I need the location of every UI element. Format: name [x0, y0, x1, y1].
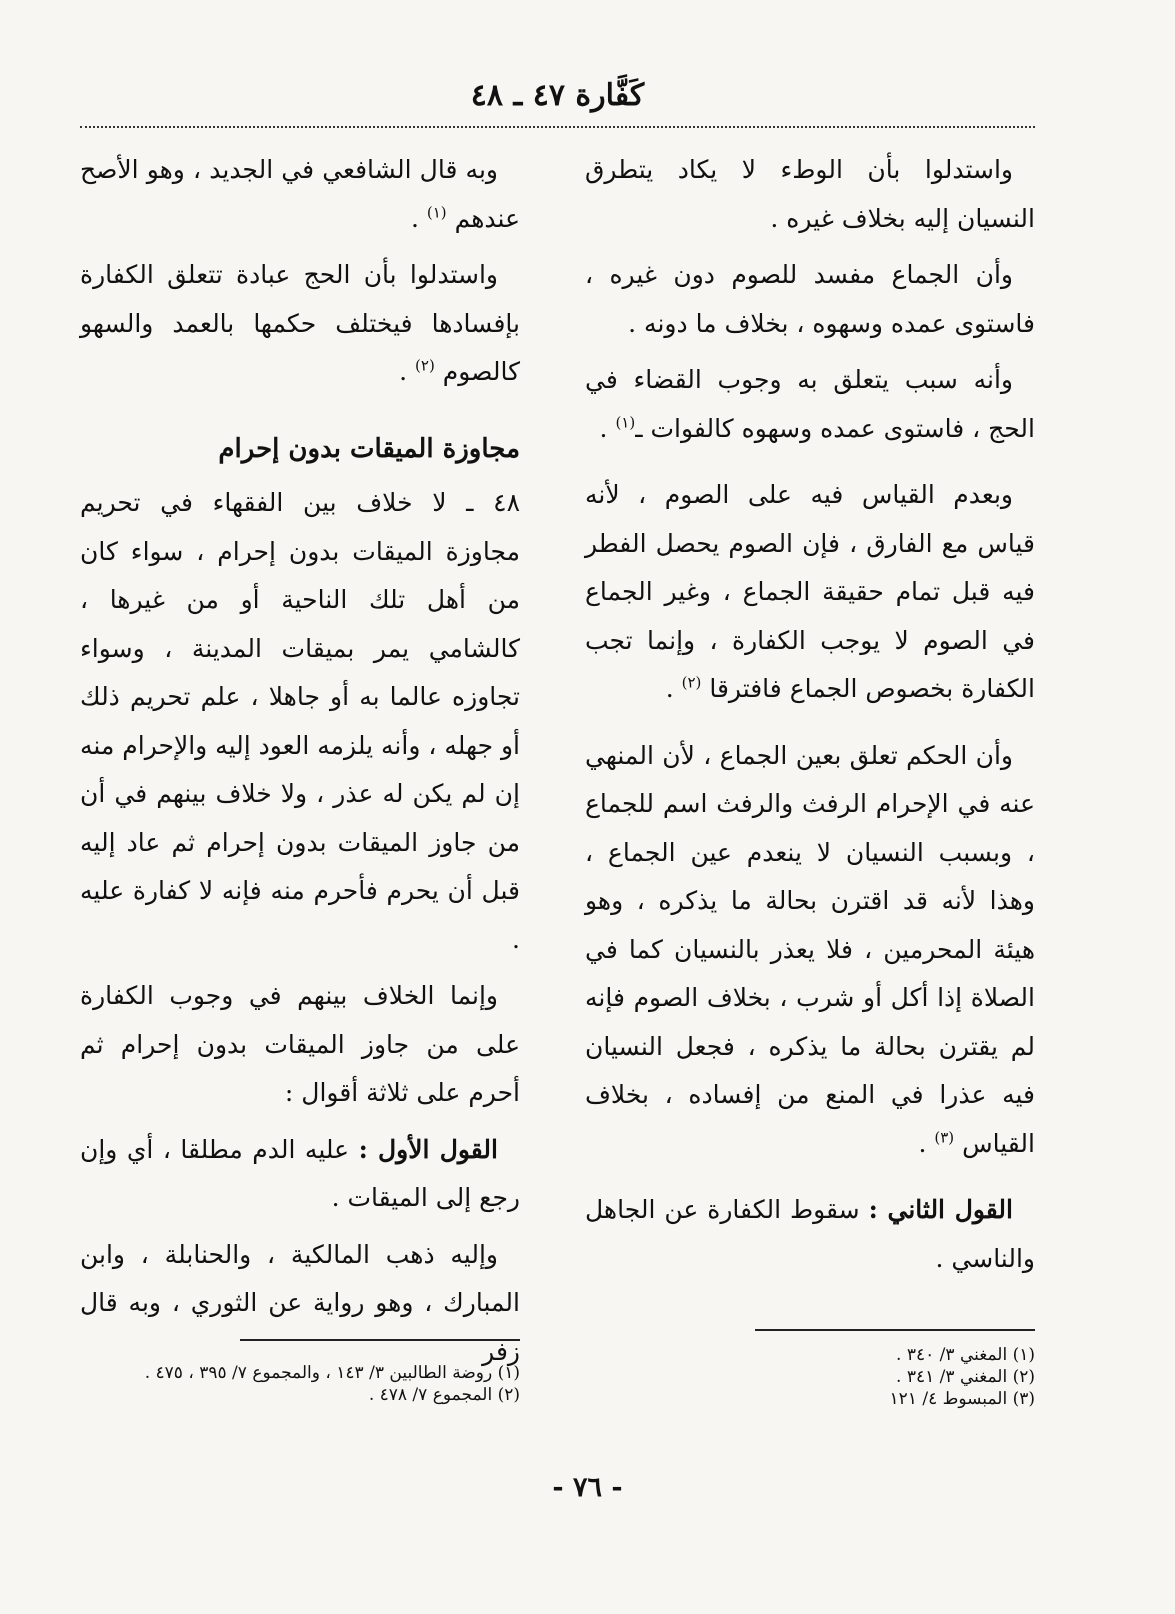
- footnote: (٣) المبسوط ٤/ ١٢١: [889, 1389, 1035, 1409]
- paragraph: وبعدم القياس فيه على الصوم ، لأنه قياس مع الفارق ، فإن الصوم يحصل الفطر فيه قبل تمام حقيقة الجماع ، وغير الجماع في الصوم لا يوجب الكفارة ، وإنما تجب الكفارة بخصوص الجماع فافترقا $^{(٢)}$ .: [585, 480, 1035, 703]
- paragraph-text: واستدلوا بأن الحج عبادة تتعلق الكفارة بإفسادها فيختلف حكمها بالعمد والسهو كالصوم: [80, 260, 520, 386]
- footnote-rule: [240, 1339, 520, 1341]
- footnotes-left: [80, 1362, 520, 1406]
- paragraph-text: وأن الحكم تعلق بعين الجماع ، لأن المنهي عنه في الإحرام الرفث والرفث اسم للجماع ، وبسبب النسيان لا ينعدم عين الجماع ، وهذا لأنه قد اقترن بحالة ما يذكره ، وهو هيئة المحرمين ، فلا يعذر بالنسيان كما في الصلاة إذا أكل أو شرب ، بخلاف الصوم فإنه لم يقترن بحالة ما يذكره ، فجعل النسيان فيه عذرا في المنع من إفساده ، بخلاف القياس: [585, 740, 1035, 1158]
- footnote-ref: (٢): [681, 673, 702, 692]
- paragraph: [80, 1126, 520, 1223]
- paragraph: وأن الحكم تعلق بعين الجماع ، لأن المنهي عنه في الإحرام الرفث والرفث اسم للجماع ، وبسبب النسيان لا ينعدم عين الجماع ، وهذا لأنه قد اقترن بحالة ما يذكره ، وهو هيئة المحرمين ، فلا يعذر بالنسيان كما في الصلاة إذا أكل أو شرب ، بخلاف الصوم فإنه لم يقترن بحالة ما يذكره ، فجعل النسيان فيه عذرا في المنع من إفساده ، بخلاف القياس $^{(٣)}$ .: [585, 740, 1035, 1158]
- footnote-rule: [755, 1329, 1035, 1331]
- footnote-ref: (٢): [415, 356, 435, 375]
- paragraph-text: وأن الجماع مفسد للصوم دون غيره ، فاستوى عمده وسهوه ، بخلاف ما دونه .: [585, 260, 1035, 338]
- footnote: (٢) المغني ٣/ ٣٤١ .: [896, 1367, 1035, 1387]
- paragraph-text: وإنما الخلاف بينهم في وجوب الكفارة على من جاوز الميقات بدون إحرام ثم أحرم على ثلاثة أقوال :: [80, 981, 520, 1107]
- paragraph: [585, 146, 1035, 243]
- page-number: - ٧٦ -: [552, 1472, 623, 1503]
- paragraph-text: واستدلوا بأن الوطء لا يكاد يتطرق النسيان إليه بخلاف غيره .: [585, 155, 1035, 233]
- footnote: (٢) المجموع ٧/ ٤٧٨ .: [368, 1385, 520, 1405]
- paragraph: [80, 479, 520, 964]
- paragraph-text: وإليه ذهب المالكية ، والحنابلة ، وابن المبارك ، وهو رواية عن الثوري ، وبه قال زفر: [80, 1239, 520, 1366]
- paragraph-text: ٤٨ ـ لا خلاف بين الفقهاء في تحريم مجاوزة الميقات بدون إحرام ، سواء كان من أهل تلك الناحية أو من غيرها ، كالشامي يمر بميقات المدينة ، وسواء تجاوزه عالما به أو جاهلا ، علم تحريم ذلك أو جهله ، وأنه يلزمه العود إليه والإحرام منه إن لم يكن له عذر ، ولا خلاف بينهم في أن من جاوز الميقات بدون إحرام ثم عاد إليه قبل أن يحرم فأحرم منه فإنه لا كفارة عليه .: [80, 488, 520, 954]
- left-column: [80, 146, 520, 1384]
- opinion-label: القول الأول :: [358, 1134, 498, 1164]
- footnotes-right: [700, 1344, 1035, 1410]
- paragraph-text: سقوط الكفارة عن الجاهل والناسي .: [585, 1195, 1035, 1273]
- footnote: (١) روضة الطالبين ٣/ ١٤٣ ، والمجموع ٧/ ٣٩٥ ، ٤٧٥ .: [144, 1363, 520, 1383]
- paragraph: [585, 1186, 1035, 1283]
- paragraph: وأنه سبب يتعلق به وجوب القضاء في الحج ، فاستوى عمده وسهوه كالفوات ـ$^{(١)}$ .: [585, 365, 1035, 443]
- section-heading: مجاوزة الميقات بدون إحرام: [218, 433, 520, 464]
- footnote: (١) المغني ٣/ ٣٤٠ .: [896, 1345, 1035, 1365]
- paragraph-text: وبه قال الشافعي في الجديد ، وهو الأصح عندهم: [80, 155, 520, 233]
- paragraph-text: وبعدم القياس فيه على الصوم ، لأنه قياس مع الفارق ، فإن الصوم يحصل الفطر فيه قبل تمام حقيقة الجماع ، وغير الجماع في الصوم لا يوجب الكفارة ، وإنما تجب الكفارة بخصوص الجماع فافترقا: [585, 480, 1035, 703]
- footnote-ref: (١): [615, 413, 636, 432]
- paragraph-text: وأنه سبب يتعلق به وجوب القضاء في الحج ، فاستوى عمده وسهوه كالفوات ـ: [585, 365, 1035, 443]
- paragraph: [80, 1231, 520, 1377]
- header-dotted-rule: [80, 126, 1035, 128]
- footnote-ref: (٣): [934, 1128, 955, 1147]
- running-header: كَفَّارة ٤٧ ـ ٤٨: [470, 78, 645, 113]
- paragraph-text: عليه الدم مطلقا ، أي وإن رجع إلى الميقات .: [80, 1134, 520, 1212]
- paragraph: [80, 972, 520, 1118]
- opinion-label: القول الثاني :: [868, 1195, 1013, 1224]
- paragraph: [585, 251, 1035, 348]
- paragraph: واستدلوا بأن الحج عبادة تتعلق الكفارة بإفسادها فيختلف حكمها بالعمد والسهو كالصوم $^{(٢)}$ .: [80, 260, 520, 386]
- paragraph: وبه قال الشافعي في الجديد ، وهو الأصح عندهم $^{(١)}$ .: [80, 155, 520, 233]
- footnote-ref: (١): [426, 203, 447, 222]
- right-column: [585, 146, 1035, 1291]
